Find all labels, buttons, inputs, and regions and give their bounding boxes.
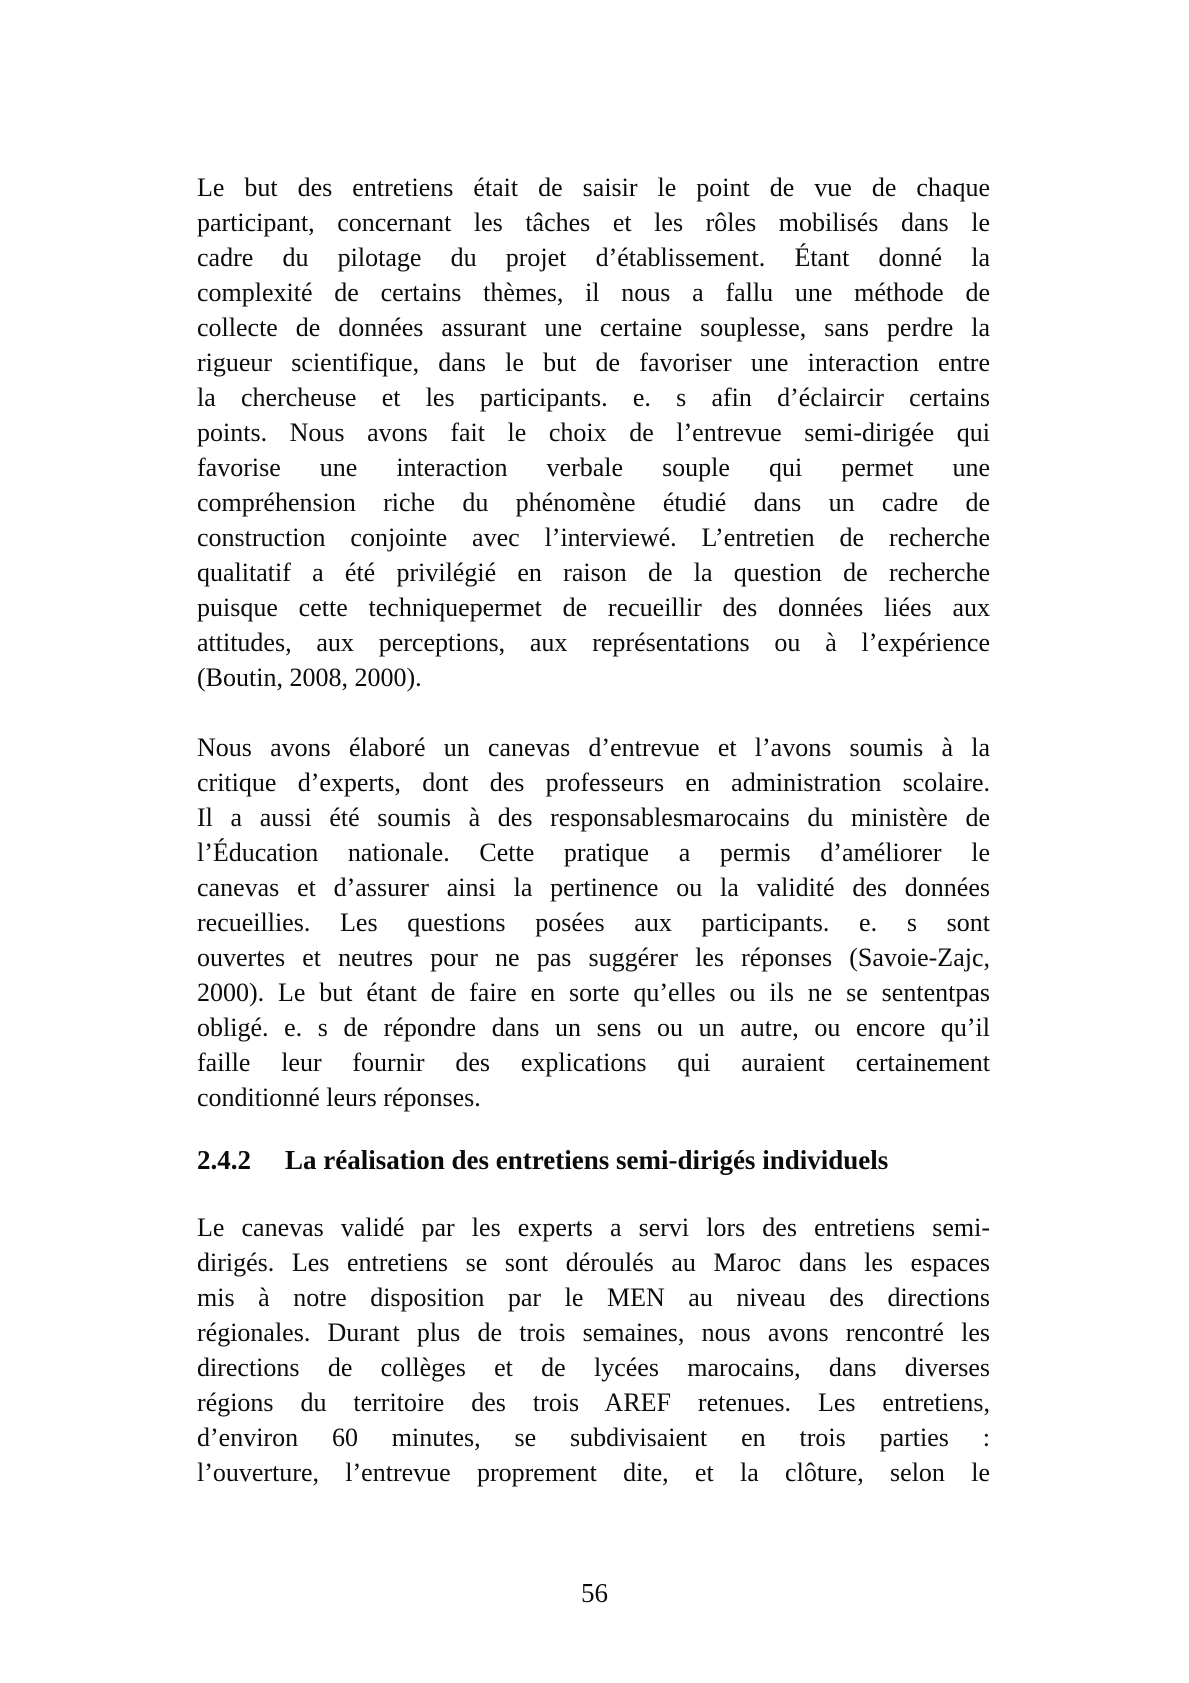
text-line: dirigés. Les entretiens se sont déroulés au Maroc dans les espaces xyxy=(197,1248,990,1277)
text-line: recueillies. Les questions posées aux participants. e. s sont xyxy=(197,908,990,937)
text-line: attitudes, aux perceptions, aux représentations ou à l’expérience xyxy=(197,628,990,657)
text-line: mis à notre disposition par le MEN au niveau des directions xyxy=(197,1283,990,1312)
text-line: qualitatif a été privilégié en raison de la question de recherche xyxy=(197,558,990,587)
paragraph-2 xyxy=(197,730,990,1115)
text-line: l’Éducation nationale. Cette pratique a permis d’améliorer le xyxy=(197,838,990,867)
text-line: obligé. e. s de répondre dans un sens ou un autre, ou encore qu’il xyxy=(197,1013,990,1042)
text-line: conditionné leurs réponses. xyxy=(197,1083,481,1112)
page-number: 56 xyxy=(581,1578,608,1608)
paragraph-1 xyxy=(197,170,990,695)
text-line: Il a aussi été soumis à des responsablesmarocains du ministère de xyxy=(197,803,990,832)
text-line: 2000). Le but étant de faire en sorte qu’elles ou ils ne se sententpas xyxy=(197,978,990,1007)
text-line: canevas et d’assurer ainsi la pertinence ou la validité des données xyxy=(197,873,990,902)
text-line: la chercheuse et les participants. e. s afin d’éclaircir certains xyxy=(197,383,990,412)
text-line: faille leur fournir des explications qui auraient certainement xyxy=(197,1048,990,1077)
text-line: Nous avons élaboré un canevas d’entrevue et l’avons soumis à la xyxy=(197,733,990,762)
text-line: collecte de données assurant une certaine souplesse, sans perdre la xyxy=(197,313,990,342)
text-line: puisque cette techniquepermet de recueillir des données liées aux xyxy=(197,593,990,622)
section-title: La réalisation des entretiens semi-dirigés individuels xyxy=(285,1145,889,1175)
text-line: régionales. Durant plus de trois semaines, nous avons rencontré les xyxy=(197,1318,990,1347)
text-line: directions de collèges et de lycées marocains, dans diverses xyxy=(197,1353,990,1382)
text-line: Le canevas validé par les experts a servi lors des entretiens semi- xyxy=(197,1213,990,1242)
section-number: 2.4.2 xyxy=(197,1145,251,1175)
text-line: construction conjointe avec l’interviewé. L’entretien de recherche xyxy=(197,523,990,552)
section-heading xyxy=(197,1140,990,1180)
text-line: critique d’experts, dont des professeurs en administration scolaire. xyxy=(197,768,990,797)
text-line: points. Nous avons fait le choix de l’entrevue semi-dirigée qui xyxy=(197,418,990,447)
text-line: rigueur scientifique, dans le but de favoriser une interaction entre xyxy=(197,348,990,377)
paragraph-3 xyxy=(197,1210,990,1490)
text-line: favorise une interaction verbale souple qui permet une xyxy=(197,453,990,482)
text-line: compréhension riche du phénomène étudié dans un cadre de xyxy=(197,488,990,517)
text-line: Le but des entretiens était de saisir le point de vue de chaque xyxy=(197,173,990,202)
text-line: cadre du pilotage du projet d’établissement. Étant donné la xyxy=(197,243,990,272)
text-line: participant, concernant les tâches et les rôles mobilisés dans le xyxy=(197,208,990,237)
text-line: d’environ 60 minutes, se subdivisaient en trois parties : xyxy=(197,1423,990,1452)
text-block xyxy=(197,170,990,1490)
text-line: régions du territoire des trois AREF retenues. Les entretiens, xyxy=(197,1388,990,1417)
text-line: l’ouverture, l’entrevue proprement dite, et la clôture, selon le xyxy=(197,1458,990,1487)
text-line: (Boutin, 2008, 2000). xyxy=(197,663,422,692)
text-line: complexité de certains thèmes, il nous a fallu une méthode de xyxy=(197,278,990,307)
text-line: ouvertes et neutres pour ne pas suggérer les réponses (Savoie-Zajc, xyxy=(197,943,990,972)
